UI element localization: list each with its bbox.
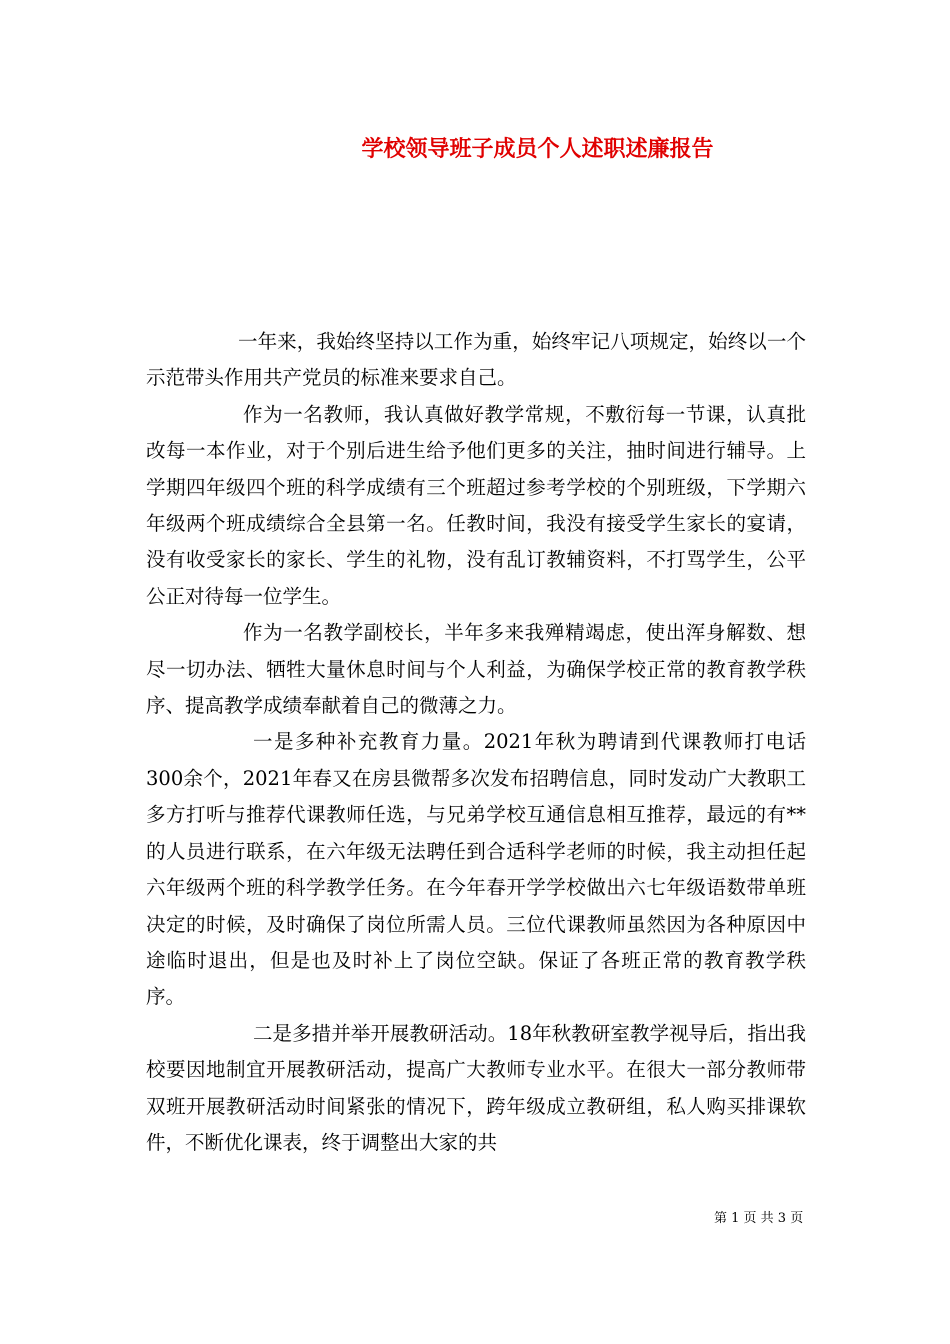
paragraph-teacher: 作为一名教师，我认真做好教学常规，不敷衍每一节课，认真批改每一本作业，对于个别后进生给予他们更多的关注，抽时间进行辅导。上学期四年级四个班的科学成绩有三个班超过参考学校的个别班级，下学期六年级两个班成绩综合全县第一名。任教时间，我没有接受学生家长的宴请，没有收受家长的家长、学生的礼物，没有乱订教辅资料，不打骂学生，公平公正对待每一位学生。 [146, 402, 806, 608]
paragraph-vice-principal: 作为一名教学副校长，半年多来我殚精竭虑，使出浑身解数、想尽一切办法、牺牲大量休息时间与个人利益，为确保学校正常的教育教学秩序、提高教学成绩奉献着自己的微薄之力。 [146, 621, 806, 718]
paragraph-intro: 一年来，我始终坚持以工作为重，始终牢记八项规定，始终以一个示范带头作用共产党员的标准来要求自己。 [146, 330, 806, 390]
paragraph-teaching-research: 二是多措并举开展教研活动。18年秋教研室教学视导后，指出我校要因地制宜开展教研活动，提高广大教师专业水平。在很大一部分教师带双班开展教研活动时间紧张的情况下，跨年级成立教研组，私人购买排课软件，不断优化课表，终于调整出大家的共 [146, 1021, 806, 1154]
paragraph-staffing: 一是多种补充教育力量。2021年秋为聘请到代课教师打电话300余个，2021年春又在房县微帮多次发布招聘信息，同时发动广大教职工多方打听与推荐代课教师任选，与兄弟学校互通信息相互推荐，最远的有**的人员进行联系，在六年级无法聘任到合适科学老师的时候，我主动担任起六年级两个班的科学教学任务。在今年春开学学校做出六七年级语数带单班决定的时候，及时确保了岗位所需人员。三位代课教师虽然因为各种原因中途临时退出，但是也及时补上了岗位空缺。保证了各班正常的教育教学秩序。 [146, 730, 806, 1009]
document-body [146, 324, 806, 1161]
page-number-footer: 第 1 页 共 3 页 [714, 1211, 804, 1226]
document-title: 学校领导班子成员个人述职述廉报告 [361, 136, 714, 162]
